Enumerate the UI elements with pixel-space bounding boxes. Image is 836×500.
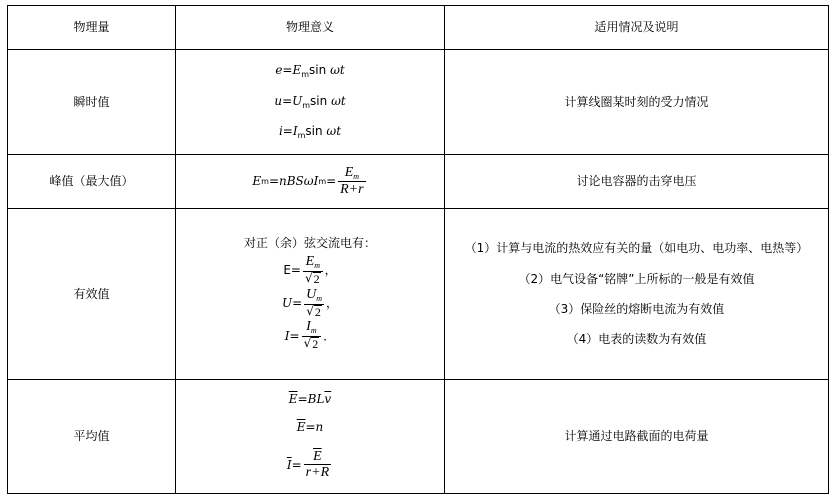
formula-i-instant: $i=I_m\sin$ ωt (278, 124, 342, 141)
effective-note-4: （4）电表的读数为有效值 (566, 332, 707, 347)
formula-peak: E m = nBSω I m = $\frac{E_m}{R+r}$ (252, 164, 364, 198)
header-notes: 适用情况及说明 (445, 6, 829, 50)
effective-note-1: （1）计算与电流的热效应有关的量（如电功、电功率、电热等） (464, 241, 809, 256)
effective-notes (445, 209, 829, 380)
effective-note-3: （3）保险丝的熔断电流为有效值 (548, 302, 725, 316)
header-quantity: 物理量 (8, 6, 176, 50)
header-row (8, 6, 829, 50)
average-note: 计算通过电路截面的电荷量 (445, 380, 829, 494)
peak-formula (176, 155, 445, 209)
average-formulas (176, 380, 445, 494)
formula-e-average: $\overline{E}$ = BL $\overline{v}$ (288, 391, 332, 406)
effective-intro: 对正（余）弦交流电有： (243, 235, 376, 250)
effective-formulas (176, 209, 445, 380)
instant-name: 瞬时值 (8, 50, 176, 155)
formula-e-effective: E = $E_m$ √ 2 ， (283, 254, 337, 287)
formula-i-average: $\overline{I}$ = $\frac{\overline{E}}{r+R}$ (286, 448, 330, 481)
effective-note-2: （2）电气设备“铭牌”上所标的一般是有效值 (518, 271, 755, 286)
instant-formulas (176, 50, 445, 155)
peak-fraction: $\frac{E_m}{R+r}$ (340, 164, 364, 198)
header-meaning: 物理意义 (176, 6, 445, 50)
ac-values-table (7, 5, 829, 494)
row-peak (8, 155, 829, 209)
formula-i-effective: I = $I_m$ √ 2 ． (284, 319, 336, 352)
instant-note: 计算线圈某时刻的受力情况 (445, 50, 829, 155)
row-instant (8, 50, 829, 155)
effective-name: 有效值 (8, 209, 176, 380)
row-average (8, 380, 829, 494)
formula-u-effective: U = $U_m$ √ 2 ， (281, 286, 339, 319)
peak-name: 峰值（最大值） (8, 155, 176, 209)
formula-e-n-average: $\overline{E}$ = n (296, 420, 324, 435)
row-effective (8, 209, 829, 380)
average-name: 平均值 (8, 380, 176, 494)
formula-u-instant: $u=U_m\sin$ ωt (274, 93, 346, 110)
peak-note: 讨论电容器的击穿电压 (445, 155, 829, 209)
formula-e-instant: $e=E_m\sin$ ωt (275, 63, 345, 80)
